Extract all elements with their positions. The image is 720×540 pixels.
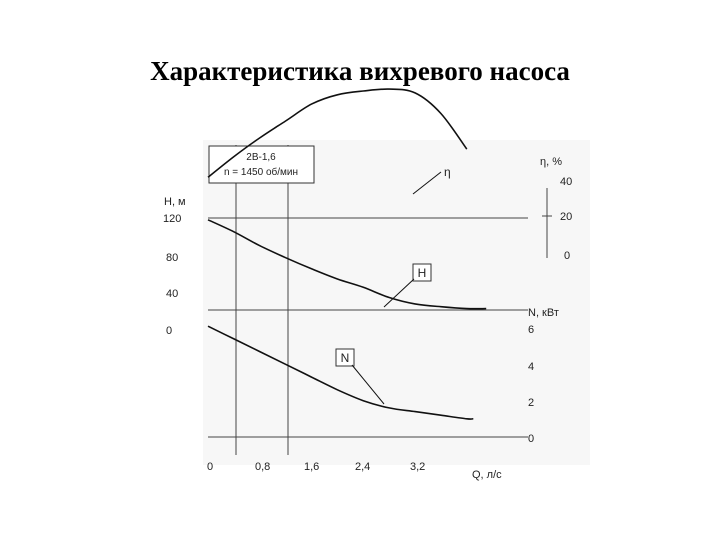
h-axis-title: Н, м — [164, 196, 186, 208]
n-tick-label: 4 — [528, 361, 535, 373]
q-tick-label: 3,2 — [410, 461, 426, 473]
q-tick-label: 2,4 — [355, 461, 371, 473]
h-tick-label: 80 — [166, 252, 179, 264]
h-tick-label: 120 — [163, 213, 182, 225]
plot-panel — [203, 140, 590, 465]
n-axis-title: N, кВт — [528, 307, 559, 319]
slide-title: Характеристика вихревого насоса — [150, 56, 570, 86]
q-tick-label: 0 — [207, 461, 214, 473]
h-tick-label: 0 — [166, 325, 173, 337]
h-tick-label: 40 — [166, 288, 179, 300]
eta-tick-label: 0 — [564, 250, 571, 262]
eta-tick-label: 40 — [560, 176, 573, 188]
pump-speed-label: n = 1450 об/мин — [223, 167, 299, 178]
pump-model-label: 2В-1,6 — [246, 152, 276, 163]
head-curve-label: Н — [417, 266, 427, 280]
eta-axis-title: η, % — [540, 156, 563, 168]
n-tick-label: 2 — [528, 397, 535, 409]
eta-tick-label: 20 — [560, 211, 573, 223]
power-curve-label: N — [340, 351, 350, 365]
n-tick-label: 6 — [528, 324, 535, 336]
q-axis-title: Q, л/с — [472, 469, 502, 481]
q-tick-label: 1,6 — [304, 461, 320, 473]
q-tick-label: 0,8 — [255, 461, 271, 473]
efficiency-curve-label: η — [444, 165, 451, 179]
n-tick-label: 0 — [528, 433, 535, 445]
